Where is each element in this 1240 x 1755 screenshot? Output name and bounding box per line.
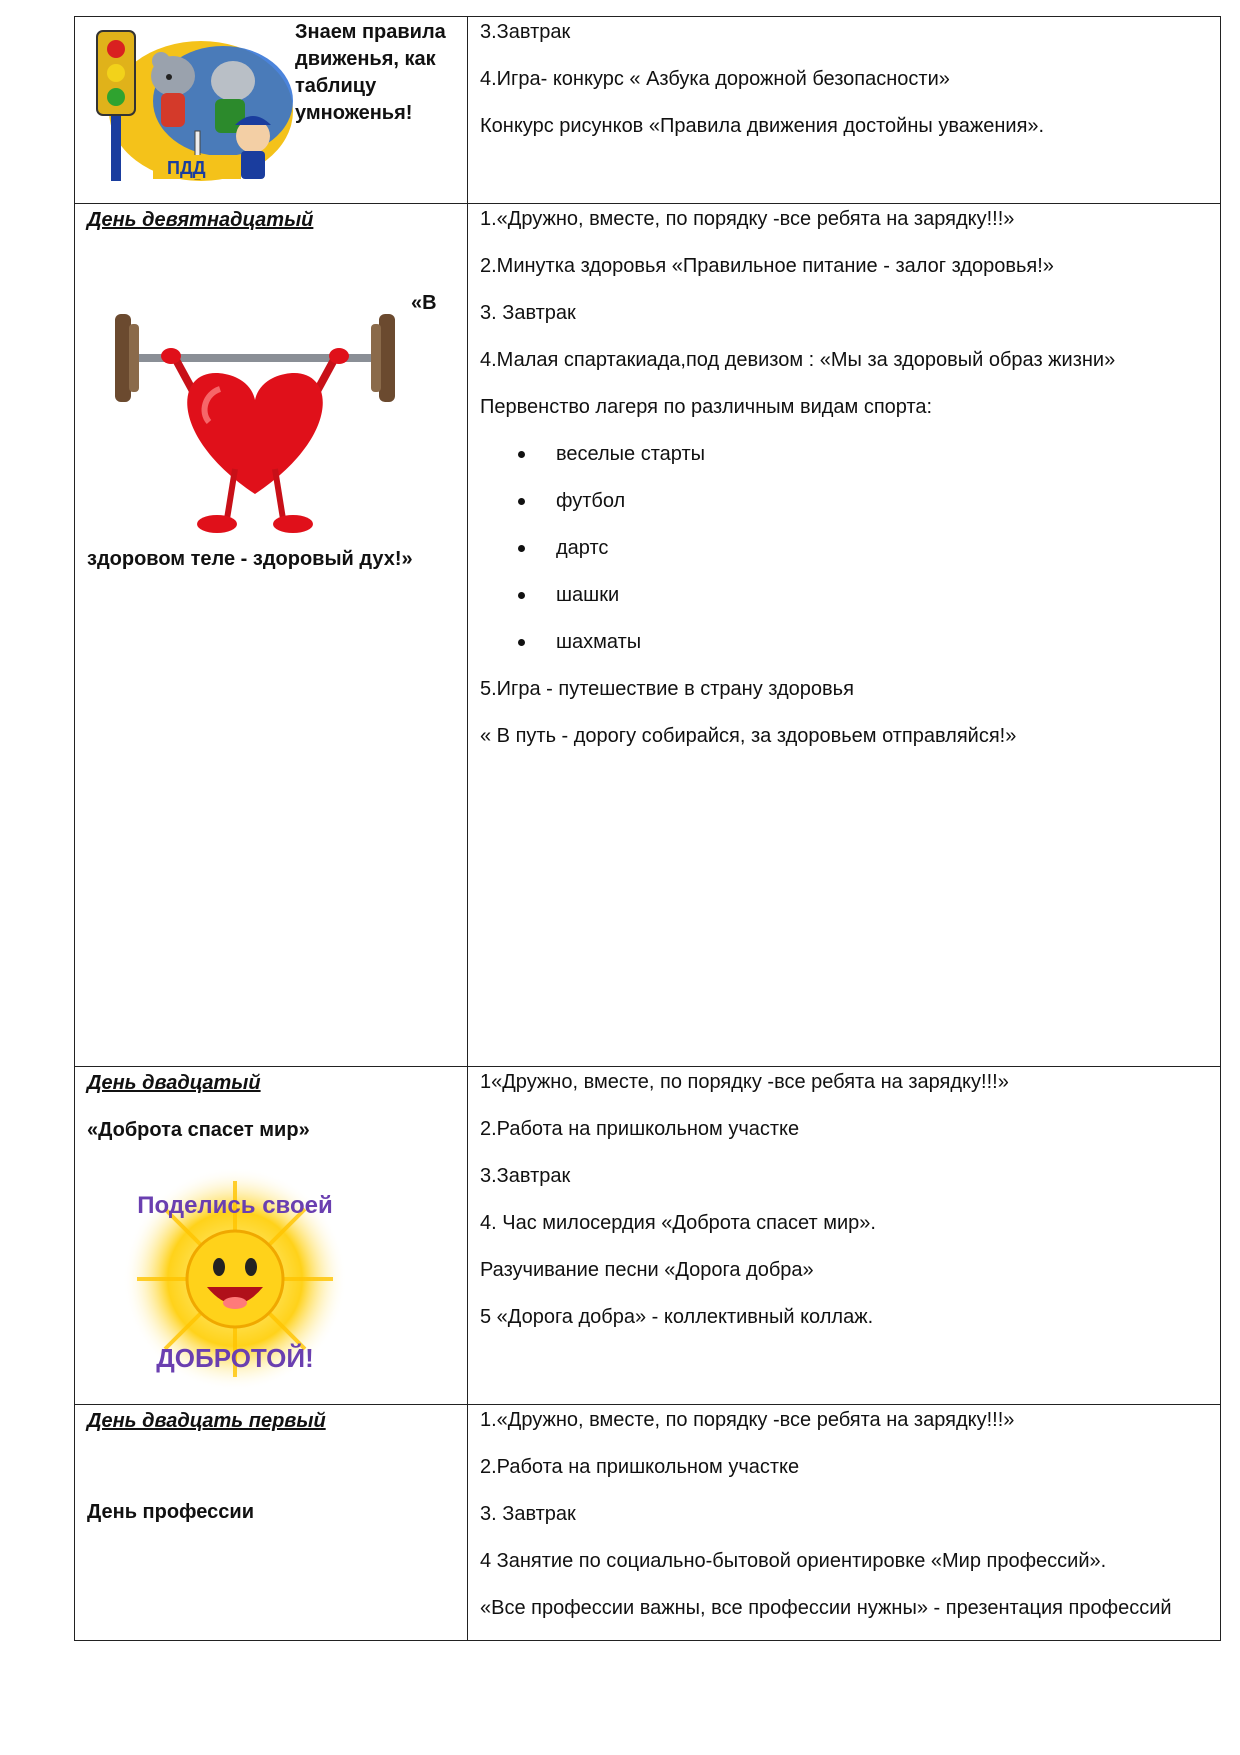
- activities-cell: [468, 204, 1221, 1067]
- activity-item: 1.«Дружно, вместе, по порядку -все ребята на зарядку!!!»: [480, 1409, 1015, 1431]
- activity-item: Разучивание песни «Дорога добра»: [480, 1259, 814, 1281]
- activity-item: 5.Игра - путешествие в страну здоровья: [480, 678, 854, 700]
- activity-item: 3. Завтрак: [480, 302, 576, 324]
- activities-cell: [468, 1067, 1221, 1405]
- activity-item: 3.Завтрак: [480, 21, 571, 43]
- list-item: футбол: [480, 486, 1210, 533]
- day-heading: День девятнадцатый: [87, 209, 314, 231]
- motto-end: здоровом теле - здоровый дух!»: [87, 548, 413, 570]
- day-cell: [75, 1067, 468, 1405]
- activities-cell: [468, 1405, 1221, 1641]
- table-row: [75, 1067, 1221, 1405]
- day-theme: «Доброта спасет мир»: [87, 1119, 310, 1141]
- activity-item: 4 Занятие по социально-бытовой ориентировке «Мир профессий».: [480, 1550, 1107, 1572]
- activity-item: «Все профессии важны, все профессии нужны» - презентация профессий: [480, 1597, 1172, 1619]
- activity-item: 2.Работа на пришкольном участке: [480, 1118, 800, 1140]
- list-item: дартс: [480, 533, 1210, 580]
- motto-line: движенья, как: [295, 48, 436, 70]
- activities-list: [480, 204, 1210, 768]
- day-heading: День двадцать первый: [87, 1410, 326, 1432]
- kindness-sun-illustration: [87, 1161, 383, 1399]
- activities-cell: [468, 17, 1221, 204]
- activity-item: 4.Малая спартакиада,под девизом : «Мы за здоровый образ жизни»: [480, 349, 1116, 371]
- activity-item: 2.Работа на пришкольном участке: [480, 1456, 800, 1478]
- activity-item: 3.Завтрак: [480, 1165, 571, 1187]
- list-item: шашки: [480, 580, 1210, 627]
- pdd-caption: ПДД: [167, 158, 206, 178]
- list-item: веселые старты: [480, 439, 1210, 486]
- activity-item: 1«Дружно, вместе, по порядку -все ребята на зарядку!!!»: [480, 1071, 1009, 1093]
- day-cell: [75, 204, 468, 1067]
- motto-line: таблицу: [295, 75, 377, 97]
- activity-item: Первенство лагеря по различным видам спорта:: [480, 396, 933, 418]
- day-cell: [75, 1405, 468, 1641]
- table-row: [75, 17, 1221, 204]
- camp-plan-table: [74, 16, 1221, 1641]
- heart-weightlifter-illustration: [105, 294, 405, 544]
- sun-text-bottom: ДОБРОТОЙ!: [156, 1343, 314, 1373]
- activity-item: 4.Игра- конкурс « Азбука дорожной безопасности»: [480, 68, 950, 90]
- sports-list: [480, 439, 1210, 674]
- table-row: [75, 204, 1221, 1067]
- motto-text: [295, 19, 446, 127]
- activities-list: [480, 17, 1210, 158]
- day-heading: День двадцатый: [87, 1072, 261, 1094]
- day-cell: [75, 17, 468, 204]
- activities-list: [480, 1067, 1210, 1349]
- list-item: шахматы: [480, 627, 1210, 674]
- sun-text-top: Поделись своей: [137, 1192, 333, 1219]
- activity-item: « В путь - дорогу собирайся, за здоровьем отправляйся!»: [480, 725, 1017, 747]
- motto-line: Знаем правила: [295, 21, 446, 43]
- activity-item: 3. Завтрак: [480, 1503, 576, 1525]
- activity-item: 5 «Дорога добра» - коллективный коллаж.: [480, 1306, 874, 1328]
- activity-item: Конкурс рисунков «Правила движения достойны уважения».: [480, 115, 1045, 137]
- day-theme: День профессии: [87, 1501, 254, 1523]
- table-row: [75, 1405, 1221, 1641]
- activity-item: 4. Час милосердия «Доброта спасет мир».: [480, 1212, 876, 1234]
- motto-line: умноженья!: [295, 102, 413, 124]
- activities-list: [480, 1405, 1210, 1640]
- activity-item: 2.Минутка здоровья «Правильное питание - залог здоровья!»: [480, 255, 1054, 277]
- traffic-rules-illustration: [83, 21, 293, 191]
- activity-item: 1.«Дружно, вместе, по порядку -все ребята на зарядку!!!»: [480, 208, 1015, 230]
- motto-start: «В: [411, 292, 437, 314]
